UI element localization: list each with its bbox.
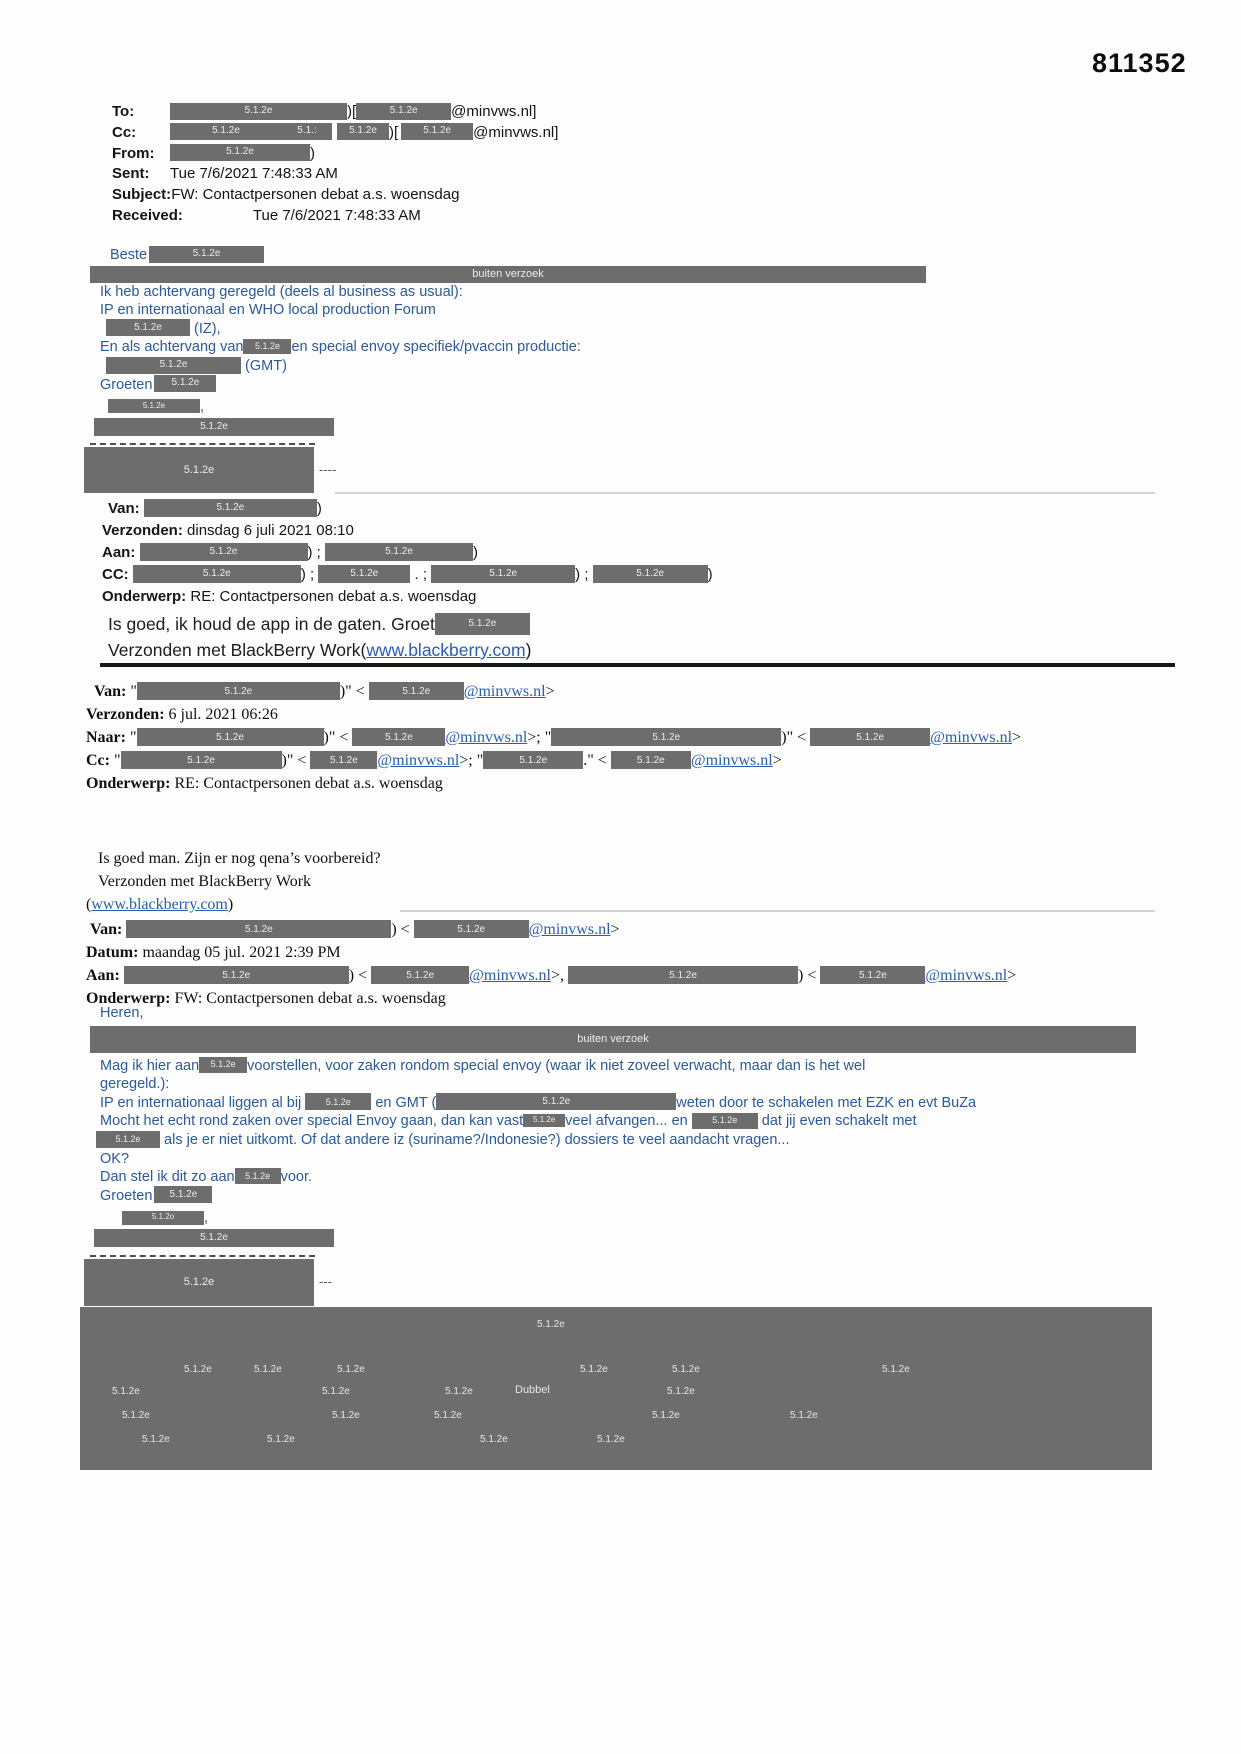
text: Tue 7/6/2021 7:48:33 AM bbox=[170, 165, 338, 183]
text: )" < bbox=[323, 729, 353, 746]
redaction-bar: 5.1.2e bbox=[810, 728, 930, 746]
out-of-scope-redaction-bar: buiten verzoek bbox=[90, 266, 926, 283]
separator-line-2 bbox=[400, 910, 1155, 912]
redaction-label: 5.1.2e bbox=[882, 1363, 910, 1375]
redaction-label: 5.1.2e bbox=[112, 1385, 140, 1397]
redaction-label: 5.1.2e bbox=[142, 1433, 170, 1445]
trailing-dashes: ---- bbox=[319, 462, 337, 478]
redaction-bar: 5.1.2e bbox=[820, 966, 925, 984]
redaction-bar: 5.1.2e bbox=[431, 565, 575, 583]
text: RE: Contactpersonen debat a.s. woensdag bbox=[190, 588, 477, 605]
field-label: Aan: bbox=[102, 544, 140, 561]
text: dat jij even schakelt met bbox=[757, 1113, 917, 1130]
email-body-1 bbox=[100, 246, 926, 493]
link[interactable]: @minvws.nl bbox=[469, 967, 551, 984]
text: FW: Contactpersonen debat a.s. woensdag bbox=[174, 990, 446, 1007]
redaction-bar: 5.1.2o bbox=[122, 1211, 204, 1225]
text: voorstellen, voor zaken rondom special envoy (waar ik niet zoveel verwacht, maar dan is het wel bbox=[247, 1057, 866, 1074]
signature-redaction bbox=[100, 398, 926, 417]
text: ) bbox=[227, 896, 234, 913]
redaction-label: 5.1.2e bbox=[672, 1363, 700, 1375]
redaction-bar: 5.1.2e bbox=[133, 565, 301, 583]
text: Groeten bbox=[100, 376, 153, 393]
field-label: Verzonden: bbox=[102, 522, 188, 539]
text: FW: Contactpersonen debat a.s. woensdag bbox=[171, 186, 460, 204]
redaction-bar: 5.1.2e bbox=[414, 920, 529, 938]
reply-line bbox=[102, 611, 713, 637]
large-redaction-block bbox=[80, 1307, 1152, 1470]
redaction-label: 5.1.2e bbox=[184, 1363, 212, 1375]
text: Is goed man. Zijn er nog qena’s voorbereid? bbox=[98, 850, 381, 867]
verzonden-row bbox=[102, 520, 713, 542]
text: ) ; bbox=[575, 566, 593, 583]
redaction-bar: 5.1.2e bbox=[692, 1113, 758, 1129]
redaction-label: 5.1.2e bbox=[597, 1433, 625, 1445]
body-line bbox=[100, 320, 926, 339]
text: Groeten bbox=[100, 1187, 153, 1204]
text: geregeld.): bbox=[100, 1076, 170, 1093]
link[interactable]: @minvws.nl bbox=[930, 729, 1013, 746]
text: " bbox=[129, 729, 137, 746]
text: ) < bbox=[798, 967, 821, 984]
duplicate-label: Dubbel bbox=[515, 1383, 550, 1396]
body-line bbox=[100, 357, 926, 376]
from-row bbox=[112, 144, 558, 165]
text: ." < bbox=[583, 752, 611, 769]
field-label: Verzonden: bbox=[86, 706, 169, 723]
thick-separator bbox=[100, 663, 1175, 667]
redaction-label: 5.1.2e bbox=[445, 1385, 473, 1397]
text: Mag ik hier aan bbox=[100, 1057, 200, 1074]
text: ) bbox=[310, 144, 315, 162]
field-label: Sent: bbox=[112, 165, 150, 183]
sent-row bbox=[112, 164, 558, 185]
out-of-scope-redaction-bar: buiten verzoek bbox=[90, 1026, 1136, 1053]
text: ) < bbox=[348, 967, 372, 984]
redaction-label: 5.1.2e bbox=[332, 1409, 360, 1421]
field-label: From: bbox=[112, 144, 155, 162]
redaction-bar: 5.1.2e bbox=[170, 123, 282, 140]
link[interactable]: @minvws.nl bbox=[377, 752, 460, 769]
separator-line-1 bbox=[335, 492, 1155, 494]
text: RE: Contactpersonen debat a.s. woensdag bbox=[174, 775, 443, 792]
naar-row bbox=[86, 726, 1021, 749]
text: " bbox=[113, 752, 121, 769]
redaction-bar: 5.1.2e bbox=[94, 1229, 334, 1247]
field-label: Onderwerp: bbox=[86, 775, 175, 792]
text: als je er niet uitkomt. Of dat andere iz (suriname?/Indonesie?) dossiers te veel aandacht vragen... bbox=[160, 1131, 790, 1148]
redaction-bar: 5.1.: bbox=[282, 123, 332, 140]
received-row bbox=[112, 206, 558, 227]
email-header-3 bbox=[86, 680, 1021, 916]
body-line bbox=[100, 283, 926, 302]
text: (IZ), bbox=[190, 320, 221, 337]
redaction-bar: 5.1.2e bbox=[149, 246, 264, 263]
text: ) bbox=[707, 566, 713, 583]
text: @minvws.nl] bbox=[473, 123, 559, 141]
text: , bbox=[200, 399, 205, 416]
text: Tue 7/6/2021 7:48:33 AM bbox=[252, 206, 421, 224]
redaction-bar: 5.1.2e bbox=[137, 682, 340, 700]
text: , bbox=[204, 1210, 209, 1227]
field-label: To: bbox=[112, 103, 135, 120]
body-line bbox=[100, 1131, 1152, 1150]
text: >; " bbox=[527, 729, 552, 746]
field-label: CC: bbox=[102, 566, 133, 583]
redaction-bar: 5.1.2e bbox=[593, 565, 708, 583]
text: voor. bbox=[280, 1169, 313, 1186]
text: > bbox=[545, 683, 555, 700]
text: IP en internationaal en WHO local production Forum bbox=[100, 302, 436, 319]
field-label: Van: bbox=[108, 500, 144, 517]
redaction-label: 5.1.2e bbox=[322, 1385, 350, 1397]
redaction-bar: 5.1.2e bbox=[121, 751, 282, 769]
field-label: Naar: bbox=[86, 729, 130, 746]
text: ) ; bbox=[300, 566, 319, 583]
redaction-bar: 5.1.2e bbox=[551, 728, 781, 746]
field-label: Aan: bbox=[86, 967, 124, 984]
text: )" < bbox=[281, 752, 311, 769]
redaction-block-row bbox=[84, 1259, 1152, 1306]
onderwerp-row bbox=[102, 586, 713, 608]
field-label: Onderwerp: bbox=[102, 588, 191, 605]
dashed-separator bbox=[90, 443, 315, 445]
text: >, bbox=[551, 967, 569, 984]
body-line bbox=[100, 301, 926, 320]
email-body-5 bbox=[100, 1004, 1152, 1470]
email-header-4 bbox=[86, 918, 1016, 1010]
redaction-bar: 5.1.2e bbox=[144, 499, 317, 517]
redaction-bar: 5.1.2e bbox=[523, 1114, 565, 1127]
mail-header bbox=[112, 102, 558, 227]
text: veel afvangen... en bbox=[565, 1113, 692, 1130]
van-row bbox=[102, 498, 713, 520]
text: ) bbox=[473, 544, 478, 561]
link[interactable]: @minvws.nl bbox=[445, 729, 528, 746]
text: Verzonden met BlackBerry Work bbox=[98, 873, 312, 890]
redaction-label: 5.1.2e bbox=[434, 1409, 462, 1421]
dashed-separator bbox=[90, 1255, 315, 1257]
out-of-scope-bar-1 bbox=[100, 266, 926, 283]
field-label: Cc: bbox=[112, 123, 137, 141]
text: >; " bbox=[459, 752, 484, 769]
redaction-label: 5.1.2e bbox=[337, 1363, 365, 1375]
text: Is goed, ik houd de app in de gaten. Groet bbox=[108, 614, 435, 634]
text: Dan stel ik dit zo aan bbox=[100, 1169, 235, 1186]
redaction-bar: 5.1.2e bbox=[170, 144, 310, 161]
text: > bbox=[1007, 967, 1017, 984]
redaction-bar: 5.1.2e bbox=[137, 728, 324, 746]
redaction-bar: 5.1.2e bbox=[356, 103, 451, 120]
redaction-bar: 5.1.2e bbox=[310, 751, 377, 769]
link[interactable]: @minvws.nl bbox=[463, 683, 546, 700]
text: Heren, bbox=[100, 1005, 144, 1021]
link[interactable]: @minvws.nl bbox=[925, 967, 1008, 984]
redaction-bar: 5.1.2e bbox=[106, 319, 190, 336]
text: (GMT) bbox=[241, 357, 287, 374]
redaction-bar: 5.1.2e bbox=[106, 357, 241, 374]
text: OK? bbox=[100, 1150, 130, 1167]
redaction-bar: 5.1.2e bbox=[401, 123, 473, 140]
redaction-label: 5.1.2e bbox=[122, 1409, 150, 1421]
body-line bbox=[100, 1057, 1152, 1076]
text: )[ bbox=[389, 123, 399, 141]
redaction-block-row bbox=[84, 447, 926, 493]
redaction-bar: 5.1.2e bbox=[305, 1093, 371, 1110]
link[interactable]: @minvws.nl bbox=[528, 921, 611, 938]
blackberry-link-line bbox=[86, 893, 1021, 916]
aan-row bbox=[86, 964, 1016, 987]
redaction-label: 5.1.2e bbox=[790, 1409, 818, 1421]
redaction-bar: 5.1.2e bbox=[337, 123, 389, 140]
greeting-line bbox=[100, 246, 926, 265]
body-line bbox=[100, 1150, 1152, 1169]
text: > bbox=[772, 752, 782, 769]
redaction-bar: 5.1.2e bbox=[126, 920, 391, 938]
text: Verzonden met BlackBerry Work( bbox=[108, 640, 367, 660]
field-label: Datum: bbox=[86, 944, 143, 961]
redaction-bar: 5.1.2e bbox=[140, 543, 308, 561]
subject-row bbox=[112, 185, 558, 206]
cc-row bbox=[112, 123, 558, 144]
field-label: Onderwerp: bbox=[86, 990, 175, 1007]
redaction-bar: 5.1.2e bbox=[325, 543, 473, 561]
signature-redaction bbox=[100, 1230, 1152, 1249]
redaction-bar: 5.1.2e bbox=[96, 1131, 160, 1148]
body-line bbox=[100, 1075, 1152, 1094]
email-header-2 bbox=[102, 498, 713, 663]
text: ) ; bbox=[307, 544, 325, 561]
redaction-block: 5.1.2e bbox=[84, 1259, 314, 1306]
redaction-bar: 5.1.2e bbox=[483, 751, 583, 769]
blackberry-line bbox=[102, 637, 713, 663]
redaction-label: 5.1.2e bbox=[667, 1385, 695, 1397]
field-label: Subject: bbox=[112, 186, 172, 204]
redaction-bar: 5.1.2e bbox=[235, 1168, 281, 1184]
redaction-bar: 5.1.2e bbox=[568, 966, 798, 984]
greeting-line bbox=[100, 1004, 1152, 1023]
text: En als achtervang van bbox=[100, 339, 244, 356]
redaction-bar: 5.1.2e bbox=[170, 103, 347, 120]
body-line bbox=[100, 1094, 1152, 1113]
text: ) bbox=[316, 500, 322, 517]
field-label: Van: bbox=[90, 921, 127, 938]
redaction-bar: 5.1.2e bbox=[436, 1093, 676, 1110]
redaction-bar: 5.1.2e bbox=[371, 966, 469, 984]
link[interactable]: www.blackberry.com bbox=[366, 640, 526, 660]
body-line bbox=[100, 1168, 1152, 1187]
redaction-bar: 5.1.2e bbox=[318, 565, 410, 583]
to-row bbox=[112, 102, 558, 123]
large-redaction-block-row bbox=[100, 1307, 1152, 1470]
body-line bbox=[100, 338, 926, 357]
van-row bbox=[86, 680, 1021, 703]
redaction-block-row bbox=[100, 1259, 1152, 1306]
text: Beste bbox=[110, 247, 148, 263]
aan-row bbox=[102, 542, 713, 564]
body-line bbox=[100, 1112, 1152, 1131]
signature-redaction bbox=[100, 1209, 1152, 1228]
redaction-label: 5.1.2e bbox=[480, 1433, 508, 1445]
redaction-label: 5.1.2e bbox=[580, 1363, 608, 1375]
cc-row bbox=[86, 749, 1021, 772]
redaction-bar: 5.1.2e bbox=[243, 339, 291, 354]
text: )" < bbox=[339, 683, 369, 700]
signature-redaction bbox=[100, 419, 926, 438]
redaction-bar: 5.1.2e bbox=[108, 399, 200, 413]
text: )[ bbox=[347, 103, 357, 120]
text: Ik heb achtervang geregeld (deels al business as usual): bbox=[100, 283, 463, 300]
redaction-bar: 5.1.2e bbox=[154, 375, 216, 392]
van-row bbox=[86, 918, 1016, 941]
link[interactable]: @minvws.nl bbox=[690, 752, 773, 769]
signature-line bbox=[100, 376, 926, 395]
text: " bbox=[130, 683, 137, 700]
datum-row bbox=[86, 941, 1016, 964]
redaction-bar: 5.1.2e bbox=[369, 682, 464, 700]
text: en special envoy specifiek/pvaccin productie: bbox=[291, 339, 581, 356]
field-label: Van: bbox=[94, 683, 131, 700]
text: @minvws.nl] bbox=[451, 103, 537, 120]
redaction-label: 5.1.2e bbox=[254, 1363, 282, 1375]
text: IP en internationaal liggen al bij bbox=[100, 1094, 306, 1111]
text: ) < bbox=[391, 921, 414, 938]
redaction-block: 5.1.2e bbox=[84, 447, 314, 493]
trailing-dashes: --- bbox=[319, 1273, 332, 1289]
onderwerp-row bbox=[86, 772, 1021, 795]
text: 6 jul. 2021 06:26 bbox=[168, 706, 278, 723]
redaction-bar: 5.1.2e bbox=[94, 418, 334, 436]
text: . ; bbox=[410, 566, 432, 583]
redaction-label: 5.1.2e bbox=[267, 1433, 295, 1445]
redaction-label: 5.1.2e bbox=[537, 1318, 565, 1330]
redaction-bar: 5.1.2e bbox=[199, 1057, 247, 1073]
text: en GMT ( bbox=[371, 1094, 437, 1111]
redaction-bar: 5.1.2e bbox=[611, 751, 691, 769]
out-of-scope-bar-2 bbox=[100, 1026, 1152, 1053]
document-number: 811352 bbox=[1092, 48, 1187, 78]
blackberry-line bbox=[86, 870, 1021, 893]
cc-row bbox=[102, 564, 713, 586]
field-label: Received: bbox=[112, 206, 183, 224]
redaction-bar: 5.1.2e bbox=[154, 1186, 212, 1203]
text: > bbox=[610, 921, 620, 938]
text: weten door te schakelen met EZK en evt BuZa bbox=[676, 1094, 977, 1111]
redaction-bar: 5.1.2e bbox=[124, 966, 349, 984]
text: )" < bbox=[781, 729, 811, 746]
text: ( bbox=[86, 896, 92, 913]
redaction-bar: 5.1.2e bbox=[435, 613, 530, 635]
text: Mocht het echt rond zaken over special Envoy gaan, dan kan vast bbox=[100, 1113, 524, 1130]
signature-line bbox=[100, 1187, 1152, 1206]
reply-line bbox=[86, 847, 1021, 870]
link[interactable]: www.blackberry.com bbox=[91, 896, 228, 913]
field-label: Cc: bbox=[86, 752, 114, 769]
dashed-separator-line bbox=[100, 1255, 1152, 1257]
redaction-label: 5.1.2e bbox=[652, 1409, 680, 1421]
verzonden-row bbox=[86, 703, 1021, 726]
dashed-separator-line bbox=[100, 443, 926, 445]
redaction-block-row bbox=[100, 447, 926, 493]
text: ) bbox=[525, 640, 532, 660]
text: dinsdag 6 juli 2021 08:10 bbox=[187, 522, 354, 539]
text: maandag 05 jul. 2021 2:39 PM bbox=[142, 944, 341, 961]
redaction-bar: 5.1.2e bbox=[352, 728, 445, 746]
text: > bbox=[1012, 729, 1022, 746]
